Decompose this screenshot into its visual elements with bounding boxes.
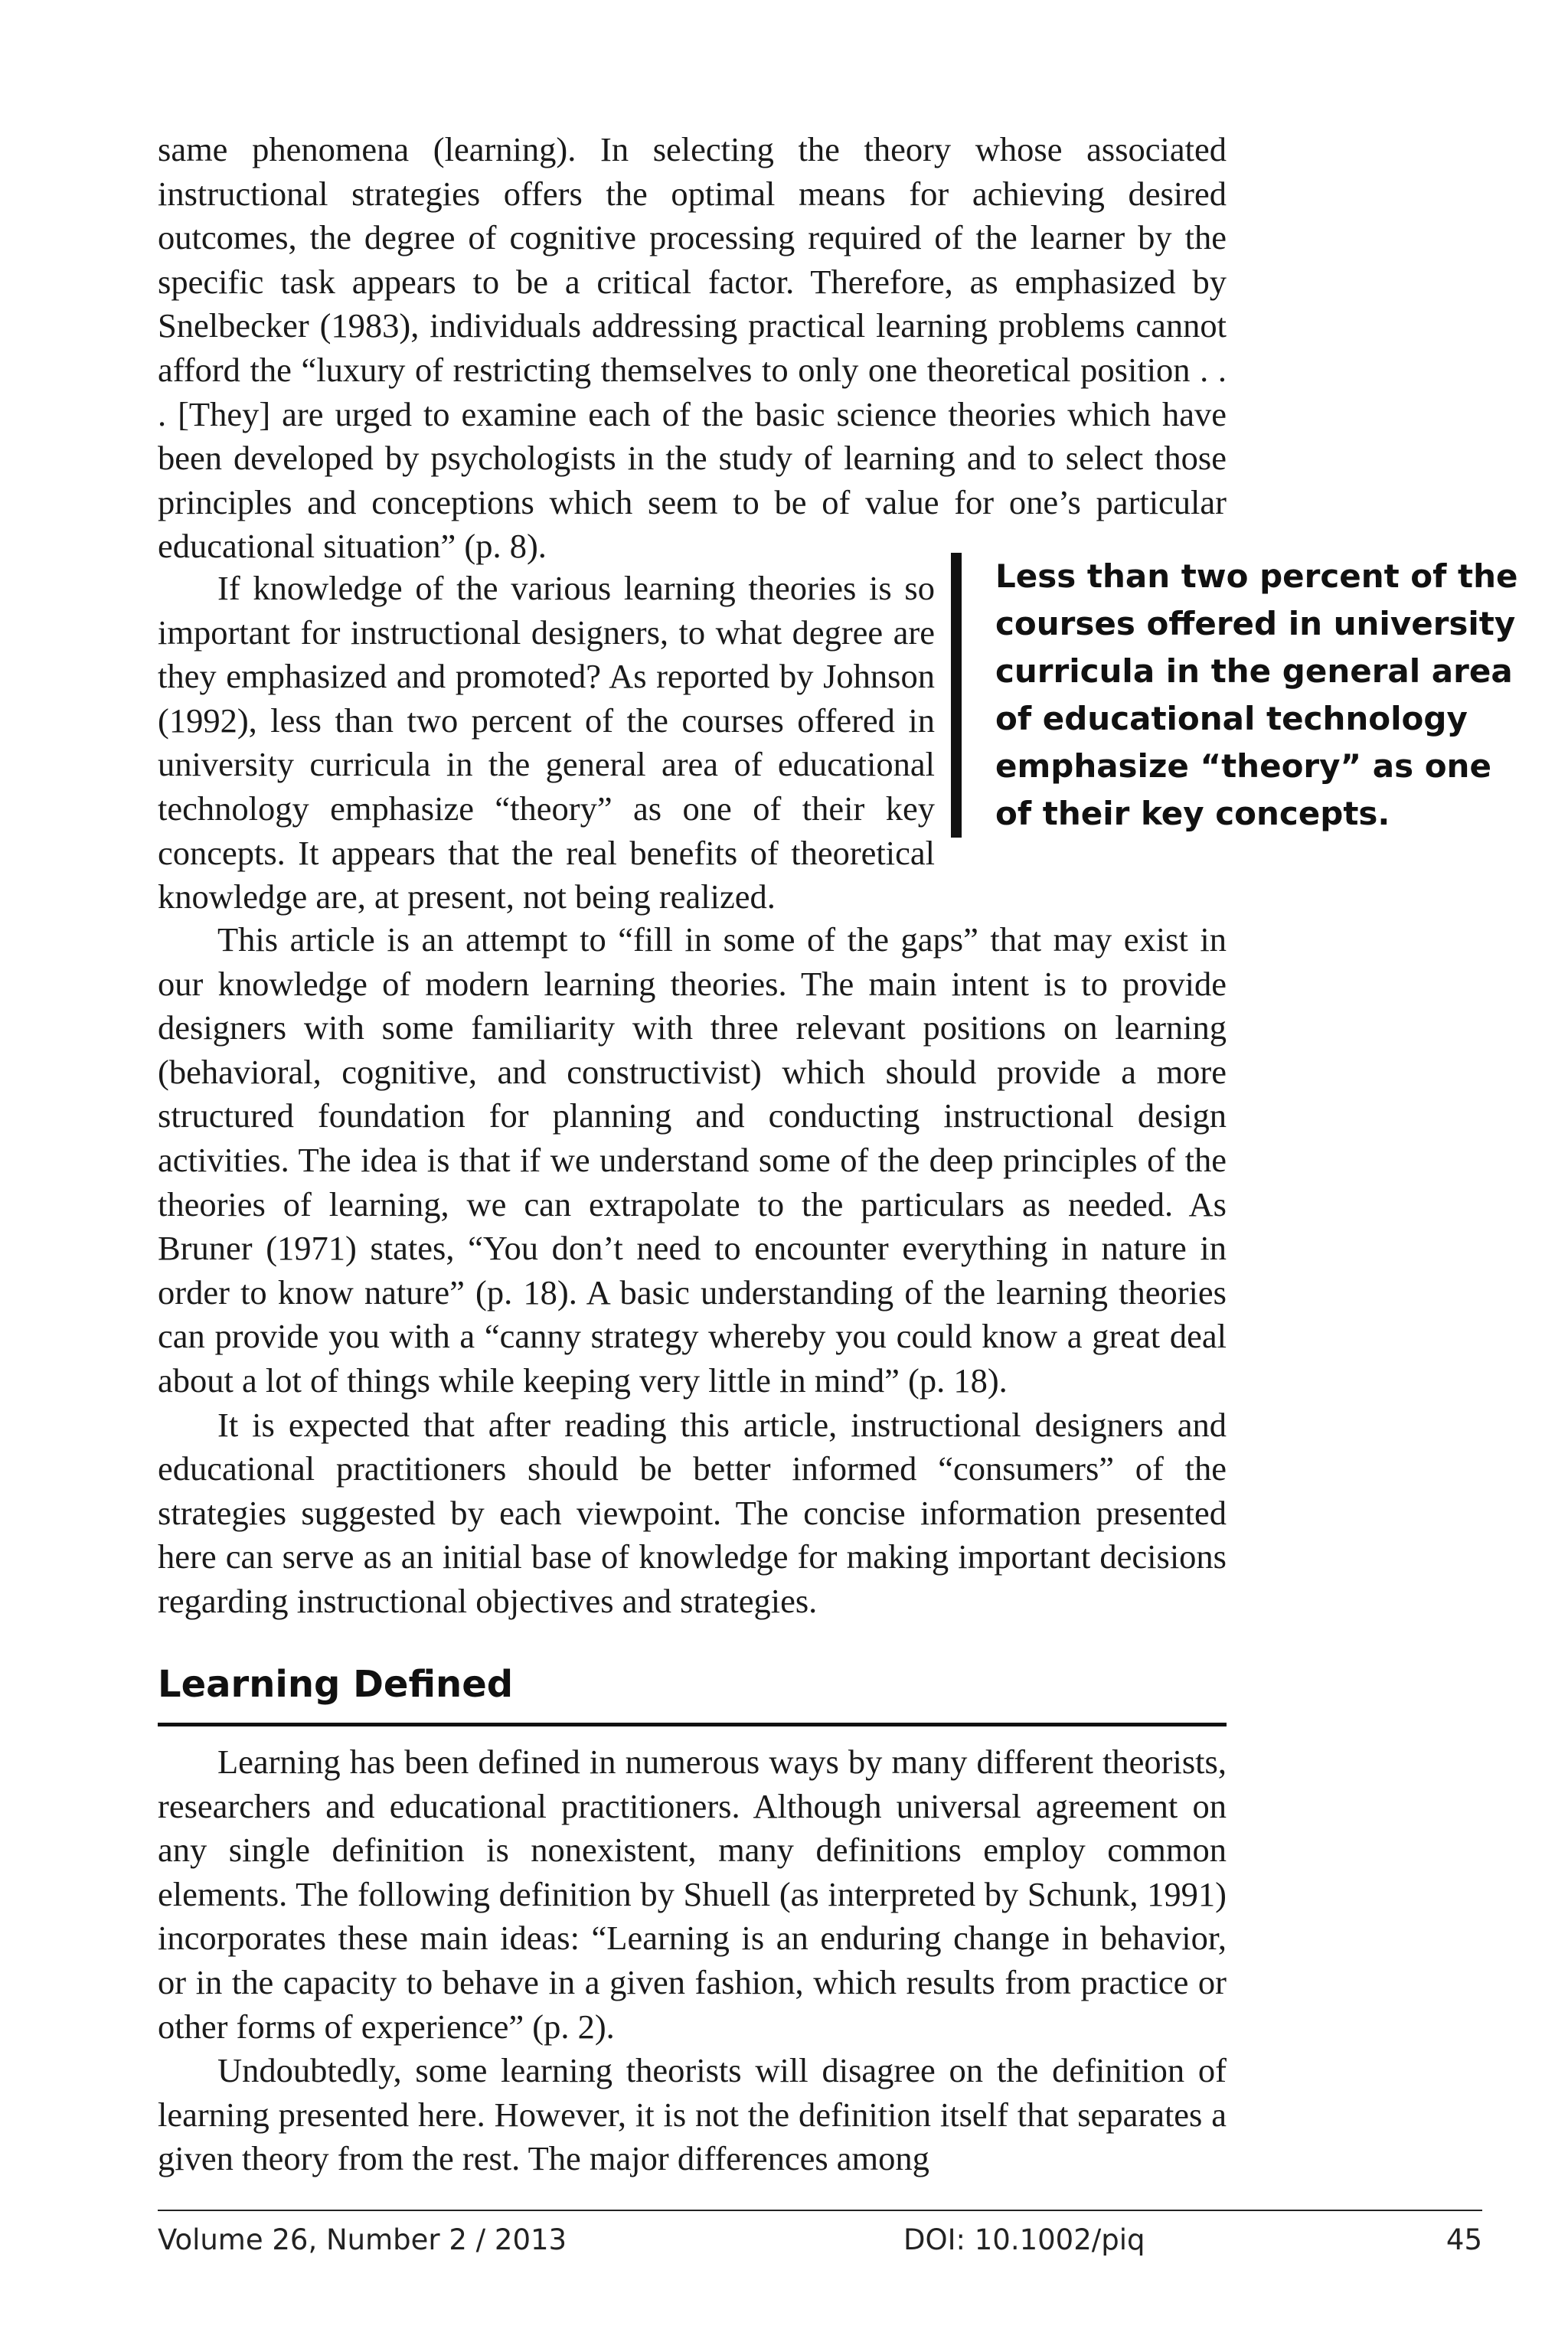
- page-footer: [158, 2210, 1482, 2256]
- section-heading: Learning Defined: [158, 1661, 1227, 1726]
- text-block-section: [158, 1740, 1227, 2181]
- footer-doi: DOI: 10.1002/piq: [903, 2223, 1145, 2256]
- paragraph-2: If knowledge of the various learning theories is so important for instructional designers, to what degree are they emphasized and promoted? As reported by Johnson (1992), less than two percent of the courses offered in university curricula in the general area of educational technology emphasize “theory” as one of their key concepts. It appears that the real benefits of theoretical knowledge are, at present, not being realized.: [158, 569, 935, 916]
- text-block-narrow: [158, 567, 935, 920]
- text-block-intro: [158, 128, 1227, 569]
- text-block-main: [158, 918, 1227, 1624]
- paragraph-4: It is expected that after reading this article, instructional designers and educational practitioners should be better informed “consumers” of the strategies suggested by each viewpoint. The concise information presented here can serve as an initial base of knowledge for making important decisions regarding instructional objectives and strategies.: [158, 1405, 1227, 1620]
- page-number: 45: [1446, 2223, 1482, 2256]
- paragraph-6: Undoubtedly, some learning theorists will disagree on the definition of learning presented here. However, it is not the definition itself that separates a given theory from the rest. The major differences among: [158, 2051, 1227, 2178]
- pull-quote-text: Less than two percent of the courses offered in university curricula in the general area of educational technology emphasize “theory” as one of their key concepts.: [995, 557, 1518, 832]
- footer-volume: Volume 26, Number 2 / 2013: [158, 2223, 567, 2256]
- paragraph-3: This article is an attempt to “fill in some of the gaps” that may exist in our knowledge of modern learning theories. The main intent is to provide designers with some familiarity with three relevant positions on learning (behavioral, cognitive, and constructivist) which should provide a more structured foundation for planning and conducting instructional design activities. The idea is that if we understand some of the deep principles of the theories of learning, we can extrapolate to the particulars as needed. As Bruner (1971) states, “You don’t need to encounter everything in nature in order to know nature” (p. 18). A basic understanding of the learning theories can provide you with a “canny strategy whereby you could know a great deal about a lot of things while keeping very little in mind” (p. 18).: [158, 920, 1227, 1400]
- pull-quote: [951, 553, 1531, 838]
- paragraph-1: same phenomena (learning). In selecting the theory whose associated instructional strategies offers the optimal means for achieving desired outcomes, the degree of cognitive processing required of the learner by the specific task appears to be a critical factor. Therefore, as emphasized by Snelbecker (1983), individuals addressing practical learning problems cannot afford the “luxury of restricting themselves to only one theoretical position . . . [They] are urged to examine each of the basic science theories which have been developed by psychologists in the study of learning and to select those principles and conceptions which seem to be of value for one’s particular educational situation” (p. 8).: [158, 130, 1227, 566]
- paragraph-5: Learning has been defined in numerous ways by many different theorists, researchers and educational practitioners. Although universal agreement on any single definition is nonexistent, many definitions employ common elements. The following definition by Shuell (as interpreted by Schunk, 1991) incorporates these main ideas: “Learning is an enduring change in behavior, or in the capacity to behave in a given fashion, which results from practice or other forms of experience” (p. 2).: [158, 1743, 1227, 2046]
